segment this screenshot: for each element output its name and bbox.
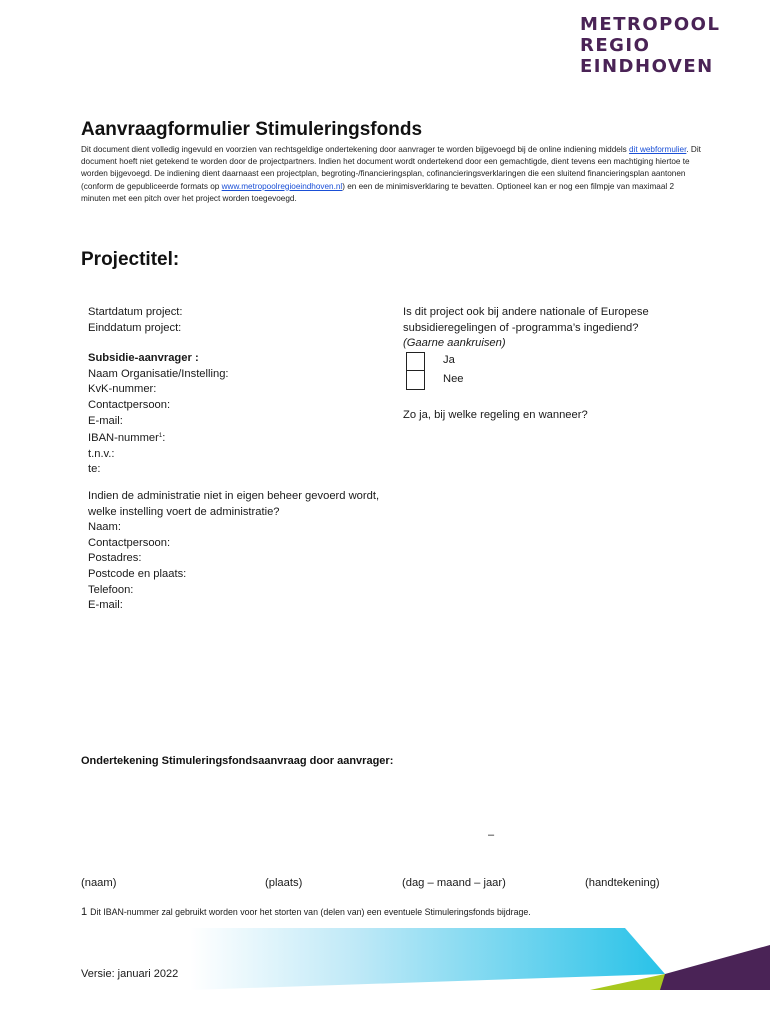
intro-text-1: Dit document dient volledig ingevuld en voorzien van rechtsgeldige ondertekening door aanvrager te worden bijgevoegd bij de online indiening middels	[81, 145, 630, 154]
signature-heading: Ondertekening Stimuleringsfondsaanvraag door aanvrager:	[81, 755, 394, 767]
website-link[interactable]: www.metropoolregioeindhoven.nl	[221, 181, 343, 191]
administration-question: Indien de administratie niet in eigen beheer gevoerd wordt, welke instelling voert de administratie?	[88, 490, 380, 518]
other-subsidies-question: Is dit project ook bij andere nationale of Europese subsidieregelingen of -programma’s ingediend?	[403, 306, 649, 334]
logo-line-2: REGIO	[580, 35, 651, 56]
banner-blue-band	[190, 928, 665, 990]
webformulier-link[interactable]: dit webformulier	[629, 145, 687, 154]
subsidie-aanvrager-heading: Subsidie-aanvrager :	[88, 352, 199, 365]
tnv-label: t.n.v.:	[88, 447, 115, 460]
admin-contactpersoon-label: Contactpersoon:	[88, 536, 171, 549]
startdatum-label: Startdatum project:	[88, 306, 183, 318]
email-label: E-mail:	[88, 414, 123, 427]
logo-line-3: EINDHOVEN	[580, 56, 714, 77]
ja-label: Ja	[443, 354, 455, 367]
logo-line-1: METROPOOL	[580, 14, 721, 35]
administration-section	[88, 489, 398, 614]
kvk-label: KvK-nummer:	[88, 383, 157, 396]
nee-checkbox[interactable]	[406, 371, 425, 390]
project-applicant-section	[88, 305, 398, 478]
decorative-banner	[190, 928, 770, 990]
admin-telefoon-label: Telefoon:	[88, 583, 134, 596]
footnote-number: 1	[81, 906, 88, 918]
te-label: te:	[88, 463, 101, 476]
contactpersoon-label: Contactpersoon:	[88, 398, 171, 411]
plaats-caption: (plaats)	[265, 877, 303, 889]
other-subsidies-section	[403, 305, 703, 423]
option-ja	[403, 352, 703, 371]
admin-naam-label: Naam:	[88, 521, 121, 534]
intro-text-3: ) en een de minimisverklaring te bevatten. Optioneel kan er nog een filmpje van maximaal 2 minuten met een pitch over het project worden toegevoegd.	[81, 181, 675, 203]
naam-organisatie-label: Naam Organisatie/Instelling:	[88, 367, 229, 380]
banner-purple-wedge	[660, 945, 770, 990]
footnote-text: Dit IBAN-nummer zal gebruikt worden voor het storten van (delen van) een eventuele Stimuleringsfonds bijdrage.	[90, 907, 531, 917]
projectitel-heading: Projectitel:	[81, 249, 180, 270]
date-dash: –	[488, 829, 495, 841]
iban-colon: :	[162, 432, 166, 445]
naam-caption: (naam)	[81, 877, 117, 889]
nee-label: Nee	[443, 373, 464, 386]
iban-text: IBAN-nummer	[88, 432, 159, 445]
document-title: Aanvraagformulier Stimuleringsfonds	[81, 119, 423, 140]
aankruisen-hint: (Gaarne aankruisen)	[403, 337, 506, 350]
version-label: Versie: januari 2022	[81, 968, 179, 980]
intro-paragraph	[81, 144, 701, 205]
footnote	[81, 906, 531, 918]
zo-ja-question: Zo ja, bij welke regeling en wanneer?	[403, 408, 588, 421]
datum-caption: (dag – maand – jaar)	[402, 877, 506, 889]
einddatum-label: Einddatum project:	[88, 321, 182, 334]
iban-label	[88, 429, 398, 447]
admin-postcode-label: Postcode en plaats:	[88, 567, 187, 580]
footnote-ref: 1	[158, 433, 163, 440]
handtekening-caption: (handtekening)	[585, 877, 660, 889]
ja-checkbox[interactable]	[406, 352, 425, 371]
admin-postadres-label: Postadres:	[88, 552, 142, 565]
admin-email-label: E-mail:	[88, 599, 123, 612]
metropool-logo	[580, 14, 721, 77]
option-nee	[403, 371, 703, 390]
intro-text-2: . Dit document hoeft niet getekend te worden door de projectpartners. Indien het document wordt ondertekend door een gemachtigde, dient tevens een machtiging hiertoe te worden bijgevoegd. De indiening dient daarnaast een projectplan, begroting-/financieringsplan, cofinancieringsverklaringen die een sluitend financieringsplan aantonen (conform de gepubliceerde formats op	[81, 145, 701, 191]
